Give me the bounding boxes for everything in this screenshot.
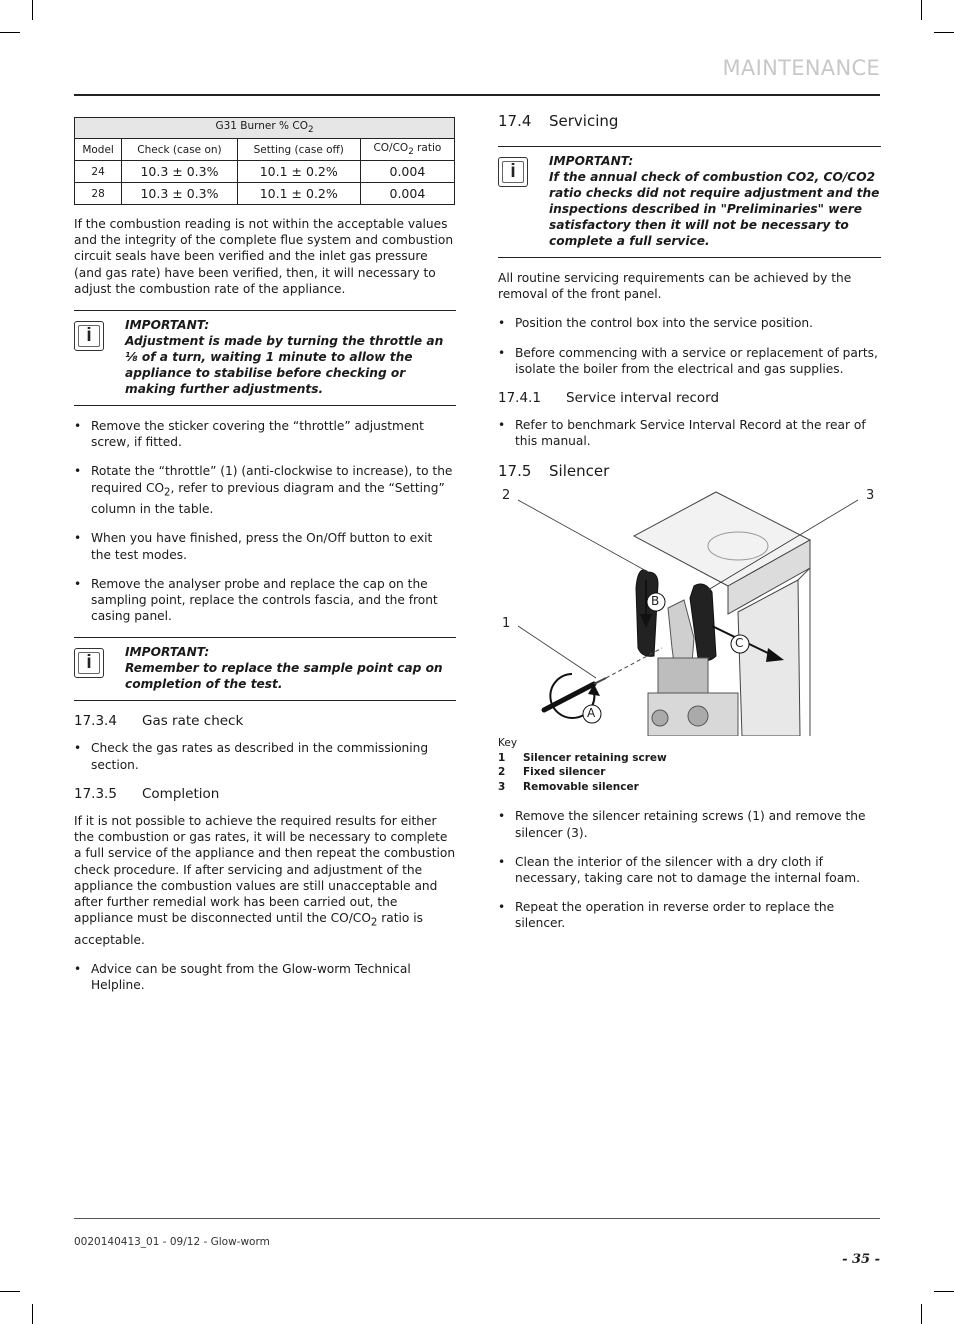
crop-mark [0,32,20,33]
list-item: • Before commencing with a service or replacement of parts, isolate the boiler from the electrical and gas supplies. [498,345,881,377]
boiler-illustration [498,488,880,736]
co2-table [74,117,455,205]
section-heading-service-interval-record: 17.4.1 Service interval record [498,390,720,407]
crop-mark [921,0,922,20]
list-item: • Refer to benchmark Service Interval Record at the rear of this manual. [498,417,881,449]
completion-paragraph: If it is not possible to achieve the required results for either the combustion or gas rates, it will be necessary to complete a full service of the appliance and then repeat the combustion check procedure. If after servicing and adjustment of the appliance the combustion values are still unacceptable and after further remedial work has been carried out, the appliance must be disconnected until the $CO/CO_2$ ratio is acceptable. [74,813,456,947]
table-cell: 10.3 ± 0.3% [122,161,238,183]
table-row [75,183,455,205]
adjustment-steps-list [74,418,456,624]
right-column [498,112,881,945]
table-cell: 0.004 [360,161,454,183]
important-note [74,637,456,701]
crop-mark [0,1291,20,1292]
list-item: • Repeat the operation in reverse order to replace the silencer. [498,899,881,931]
important-text: If the annual check of combustion CO2, CO/CO2 ratio checks did not require adjustment and the inspections described in "Preliminaries" were satisfactory then it will not be necessary to complete a full service. [549,170,880,248]
table-cell: 28 [75,183,122,205]
figure-key [498,736,881,794]
silencer-diagram [498,488,880,736]
section-heading-gas-rate-check: 17.3.4 Gas rate check [74,713,244,730]
info-icon: i [74,321,104,351]
table-header-cell: Model [75,139,122,161]
table-header-cell: $CO/CO_2$ ratio [360,139,454,161]
info-icon: i [498,157,528,187]
arrow-label-b: B [651,594,660,609]
important-text: Remember to replace the sample point cap on completion of the test. [125,661,443,692]
servicing-paragraph: All routine servicing requirements can be achieved by the removal of the front panel. [498,271,852,302]
important-heading: IMPORTANT: [549,154,634,168]
table-cell: 0.004 [360,183,454,205]
list-item: • When you have finished, press the On/Off button to exit the test modes. [74,530,456,562]
crop-mark [32,0,33,20]
combustion-intro-paragraph: If the combustion reading is not within the acceptable values and the integrity of the complete flue system and combustion circuit seals have been verified and the inlet gas pressure (and gas rate) have been verified, then, it will necessary to adjust the combustion rate of the appliance. [74,217,454,296]
table-header-cell: Check (case on) [122,139,238,161]
important-text: Adjustment is made by turning the throttle an ⅛ of a turn, waiting 1 minute to allow the appliance to stabilise before checking or making further adjustments. [125,334,444,397]
table-cell: 10.1 ± 0.2% [237,183,360,205]
section-heading-servicing: 17.4 Servicing [498,112,619,130]
crop-mark [934,1291,954,1292]
important-heading: IMPORTANT: [125,318,210,333]
table-cell: 24 [75,161,122,183]
list-item: • Remove the silencer retaining screws (1) and remove the silencer (3). [498,808,881,840]
silencer-steps-list [498,808,881,931]
list-item: • Remove the sticker covering the “throttle” adjustment screw, if fitted. [74,418,456,450]
table-caption: G31 Burner % $CO_2$ [75,118,455,139]
page-number: - 35 - [842,1252,880,1267]
callout-label: 3 [866,488,875,504]
list-item: • Clean the interior of the silencer with a dry cloth if necessary, taking care not to damage the internal foam. [498,854,881,886]
important-heading: IMPORTANT: [125,645,210,660]
info-icon: i [74,648,104,678]
section-heading-completion: 17.3.5 Completion [74,785,220,802]
arrow-label-a: A [587,706,596,721]
key-item: 2 Fixed silencer [498,766,606,779]
table-row [75,161,455,183]
section-heading-silencer: 17.5 Silencer [498,462,610,481]
list-item: • Advice can be sought from the Glow-worm Technical Helpline. [74,961,456,993]
list-item: • Rotate the “throttle” (1) (anti-clockwise to increase), to the required $CO_2$, refer to previous diagram and the “Setting” column in the table. [74,463,456,517]
crop-mark [32,1304,33,1324]
page-section-title: MAINTENANCE [722,56,880,80]
crop-mark [934,32,954,33]
arrow-label-c: C [735,636,744,651]
key-item: 3 Removable silencer [498,780,639,793]
callout-label: 1 [502,616,511,632]
key-title: Key [498,737,518,750]
footer-divider [74,1218,880,1219]
header-divider [74,94,880,96]
callout-label: 2 [502,488,511,504]
important-note [498,146,881,258]
important-note [74,310,456,406]
document-reference: 0020140413_01 - 09/12 - Glow-worm [74,1236,270,1248]
left-column [74,117,456,1006]
table-header-cell: Setting (case off) [237,139,360,161]
list-item: • Remove the analyser probe and replace the cap on the sampling point, replace the controls fascia, and the front casing panel. [74,576,456,625]
crop-mark [921,1304,922,1324]
table-cell: 10.3 ± 0.3% [122,183,238,205]
key-item: 1 Silencer retaining screw [498,751,667,764]
list-item: • Check the gas rates as described in the commissioning section. [74,740,456,772]
list-item: • Position the control box into the service position. [498,315,881,331]
table-cell: 10.1 ± 0.2% [237,161,360,183]
